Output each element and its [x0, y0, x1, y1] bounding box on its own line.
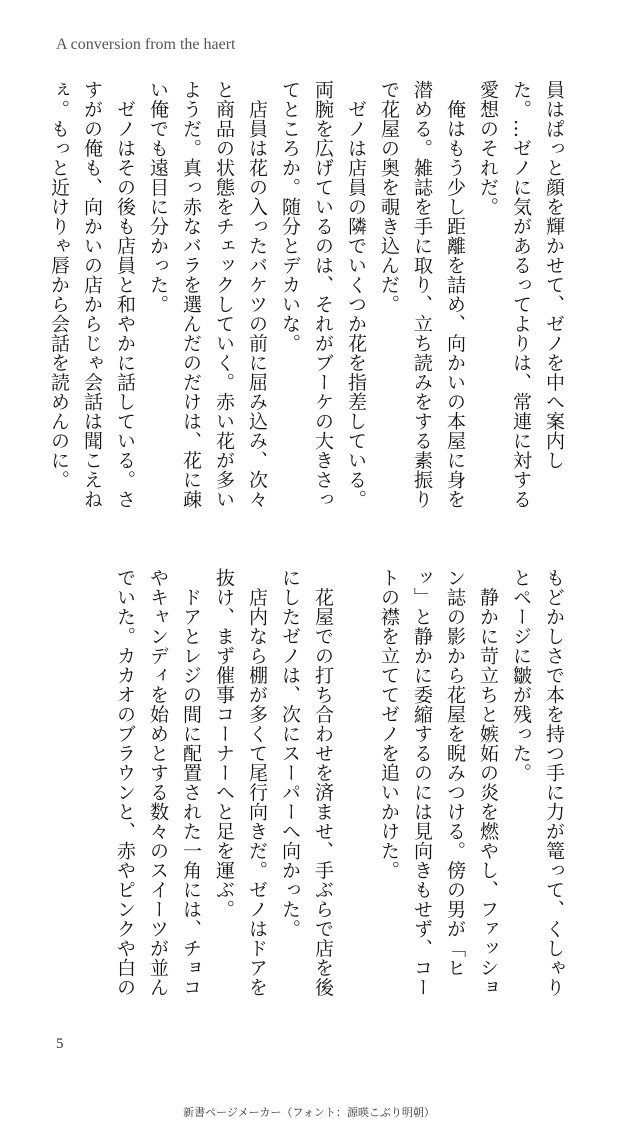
- page-number: 5: [56, 1036, 64, 1052]
- paragraph: 俺はもう少し距離を詰め、向かいの本屋に身を潜める。雑誌を手に取り、立ち読みをする素振りで花屋の奥を覗き込んだ。: [378, 80, 466, 509]
- paragraph: 店員は花の入ったバケツの前に屈み込み、次々と商品の状態をチェックしていく。赤い花が多いようだ。真っ赤なバラを選んだのだけは、花に疎い俺でも遠目に分かった。: [147, 80, 268, 509]
- text-block-bottom: [58, 568, 570, 998]
- text-block-top: [48, 80, 570, 510]
- paragraph: ゼノはその後も店員と和やかに話している。さすがの俺も、向かいの店からじゃ会話は聞こえねぇ。もっと近けりゃ唇から会話を読めんのに。: [48, 80, 136, 509]
- page-header: A conversion from the haert: [56, 36, 236, 53]
- paragraph: 員はぱっと顔を輝かせて、ゼノを中へ案内した。…ゼノに気があるってよりは、常連に対する愛想のそれだ。: [477, 80, 565, 509]
- paragraph: 静かに苛立ちと嫉妬の炎を燃やし、ファッション誌の影から花屋を睨みつける。傍の男が「ヒッ」と静かに委縮するのには見向きもせず、コートの襟を立ててゼノを追いかけた。: [378, 568, 499, 997]
- blank-line: [339, 568, 372, 998]
- paragraph: ドアとレジの間に配置された一角には、チョコやキャンディを始めとする数々のスイーツが並んでいた。カカオのブラウンと、赤やピンクや白の: [114, 568, 202, 997]
- paragraph: ゼノは店員の隣でいくつか花を指差している。両腕を広げているのは、それがブーケの大きさってところか。随分とデカいな。: [279, 80, 367, 509]
- paragraph: 店内なら棚が多くて尾行向きだ。ゼノはドアを抜け、まず催事コーナーへと足を運ぶ。: [213, 568, 268, 997]
- paragraph: もどかしさで本を持つ手に力が篭って、くしゃりとページに皺が残った。: [510, 568, 565, 997]
- page-footer: 新書ページメーカー（フォント：源暎こぶり明朝）: [183, 1106, 435, 1119]
- paragraph: 花屋での打ち合わせを済ませ、手ぶらで店を後にしたゼノは、次にスーパーへ向かった。: [279, 568, 334, 997]
